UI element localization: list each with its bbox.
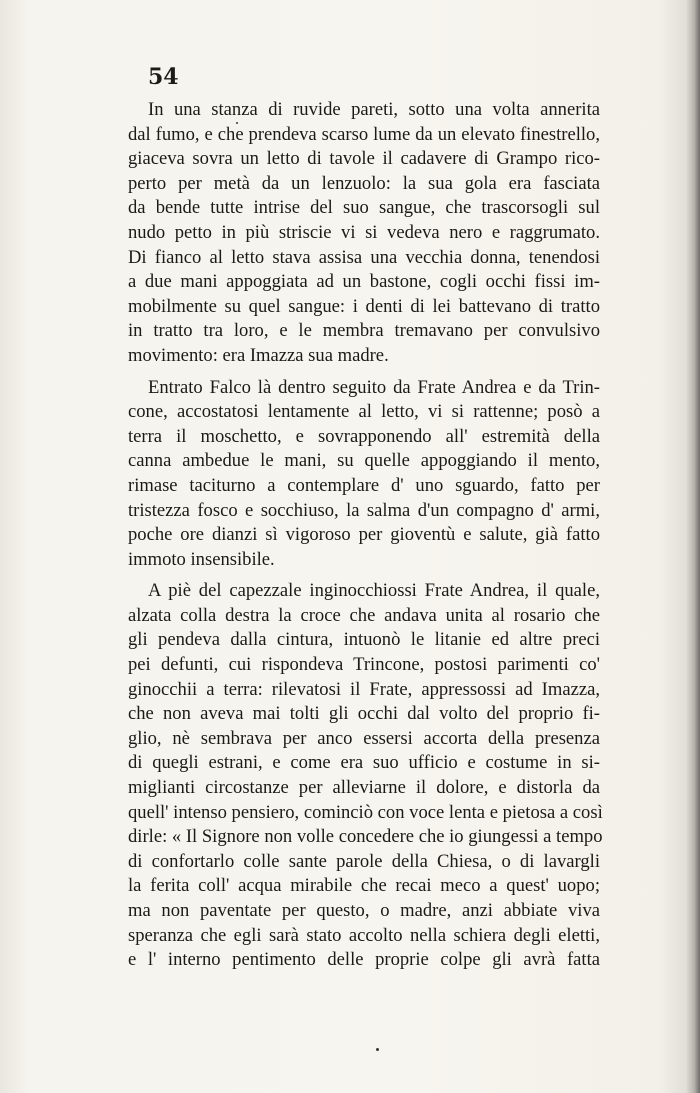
text-line: a due mani appoggiata ad un bastone, cogli occhi fissi im-: [128, 271, 600, 293]
text-line: canna ambedue le mani, su quelle appoggiando il mento,: [128, 450, 600, 472]
text-line: dirle: « Il Signore non volle concedere che io giungessi a tempo: [128, 826, 603, 848]
text-line: terra il moschetto, e sovrapponendo all' estremità della: [128, 425, 600, 447]
text-line: glio, nè sembrava per anco essersi accorta della presenza: [128, 727, 600, 749]
text-line: immoto insensibile.: [128, 548, 275, 570]
text-line: da bende tutte intrise del suo sangue, che trascorsogli sul: [128, 197, 600, 219]
text-line: nudo petto in più striscie vi si vedeva nero e raggrumato.: [128, 221, 600, 243]
text-line: tristezza fosco e socchiuso, la salma d'un compagno d' armi,: [128, 499, 600, 521]
paragraph-2: [128, 376, 600, 573]
text-line: di confortarlo colle sante parole della Chiesa, o di lavargli: [128, 850, 600, 872]
text-line: ma non paventate per questo, o madre, anzi abbiate viva: [128, 900, 600, 921]
page-number: 54: [148, 64, 179, 90]
text-line: perto per metà da un lenzuolo: la sua gola era fasciata: [128, 172, 600, 194]
text-line: cone, accostatosi lentamente al letto, vi si rattenne; posò a: [128, 401, 600, 423]
text-line: In una stanza di ruvide pareti, sotto una volta annerita: [148, 99, 600, 120]
text-line: in tratto tra loro, e le membra tremavano per convulsivo: [128, 320, 600, 342]
text-line: quell' intenso pensiero, cominciò con voce lenta e pietosa a così: [128, 801, 603, 823]
text-line: alzata colla destra la croce che andava unita al rosario che: [128, 604, 600, 626]
paper-speck: [376, 1048, 379, 1051]
text-line: mobilmente su quel sangue: i denti di lei battevano di tratto: [128, 295, 600, 317]
binding-shadow: [686, 0, 700, 1093]
text-line: speranza che egli sarà stato accolto nella schiera degli eletti,: [128, 924, 600, 946]
paragraph-3: [128, 579, 603, 973]
text-line: poche ore dianzi sì vigoroso per gioventù e salute, già fatto: [128, 524, 600, 546]
text-line: miglianti circostanze per alleviarne il dolore, e distorla da: [128, 777, 600, 799]
paper-speck: [236, 122, 238, 124]
text-line: di quegli estrani, e come era suo ufficio e costume in si-: [128, 752, 600, 774]
text-line: gli pendeva dalla cintura, intuonò le litanie ed altre preci: [128, 629, 600, 651]
text-line: rimase taciturno a contemplare d' uno sguardo, fatto per: [128, 474, 600, 496]
text-line: Entrato Falco là dentro seguito da Frate Andrea e da Trin-: [148, 376, 600, 398]
text-line: e l' interno pentimento delle proprie colpe gli avrà fatta: [128, 949, 600, 971]
text-line: la ferita coll' acqua mirabile che recai meco a quest' uopo;: [128, 875, 600, 897]
text-line: dal fumo, e che prendeva scarso lume da un elevato finestrello,: [128, 123, 600, 145]
paragraph-1: [128, 98, 600, 369]
body-text: [128, 98, 603, 980]
text-line: giaceva sovra un letto di tavole il cadavere di Grampo rico-: [128, 148, 600, 170]
text-line: Di fianco al letto stava assisa una vecchia donna, tenendosi: [128, 246, 600, 268]
text-line: A piè del capezzale inginocchiossi Frate Andrea, il quale,: [148, 580, 600, 602]
text-line: ginocchii a terra: rilevatosi il Frate, appressossi ad Imazza,: [128, 678, 600, 700]
text-line: che non aveva mai tolti gli occhi dal volto del proprio fi-: [128, 703, 600, 725]
text-line: pei defunti, cui rispondeva Trincone, postosi parimenti co': [128, 654, 600, 676]
text-line: movimento: era Imazza sua madre.: [128, 344, 389, 366]
